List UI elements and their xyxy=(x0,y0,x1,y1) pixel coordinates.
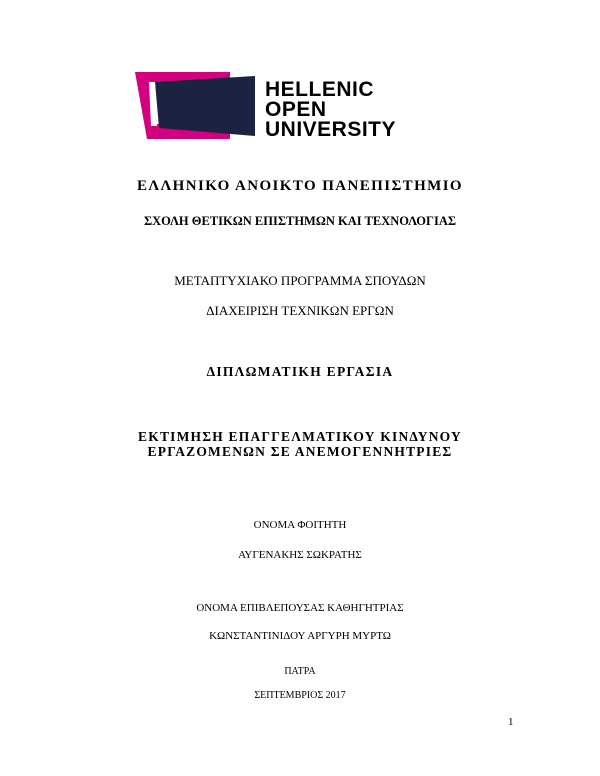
page-number: 1 xyxy=(508,716,514,728)
supervisor-label: ΟΝΟΜΑ ΕΠΙΒΛΕΠΟΥΣΑΣ ΚΑΘΗΓΗΤΡΙΑΣ xyxy=(196,602,404,614)
university-name: ΕΛΛΗΝΙΚΟ ΑΝΟΙΚΤΟ ΠΑΝΕΠΙΣΤΗΜΙΟ xyxy=(136,178,464,194)
student-name: ΑΥΓΕΝΑΚΗΣ ΣΩΚΡΑΤΗΣ xyxy=(238,549,362,561)
thesis-title-line-2: ΕΡΓΑΖΟΜΕΝΩΝ ΣΕ ΑΝΕΜΟΓΕΝΝΗΤΡΙΕΣ xyxy=(147,444,453,459)
date: ΣΕΠΤΕΜΒΡΙΟΣ 2017 xyxy=(254,690,346,701)
thesis-title-line-1: ΕΚΤΙΜΗΣΗ ΕΠΑΓΓΕΛΜΑΤΙΚΟΥ ΚΙΝΔΥΝΟΥ xyxy=(138,429,462,444)
school-name: ΣΧΟΛΗ ΘΕΤΙΚΩΝ ΕΠΙΣΤΗΜΩΝ ΚΑΙ ΤΕΧΝΟΛΟΓΙΑΣ xyxy=(143,214,457,228)
city: ΠΑΤΡΑ xyxy=(284,666,316,677)
logo-line-university: UNIVERSITY xyxy=(265,118,397,141)
supervisor-name: ΚΩΝΣΤΑΝΤΙΝΙΔΟΥ ΑΡΓΥΡΗ ΜΥΡΤΩ xyxy=(209,630,391,642)
document-type: ΔΙΠΛΩΜΑΤΙΚΗ ΕΡΓΑΣΙΑ xyxy=(206,364,394,379)
department-name: ΔΙΑΧΕΙΡΙΣΗ ΤΕΧΝΙΚΩΝ ΕΡΓΩΝ xyxy=(206,303,394,318)
student-label: ΟΝΟΜΑ ΦΟΙΤΗΤΗ xyxy=(253,519,347,531)
program-name: ΜΕΤΑΠΤΥΧΙΑΚΟ ΠΡΟΓΡΑΜΜΑ ΣΠΟΥΔΩΝ xyxy=(174,273,426,288)
university-logo xyxy=(135,68,435,143)
logo-line-hellenic: HELLENIC xyxy=(265,78,374,101)
logo-wordmark xyxy=(265,80,396,140)
logo-mark-icon xyxy=(135,68,260,143)
logo-line-open: OPEN xyxy=(265,98,327,121)
